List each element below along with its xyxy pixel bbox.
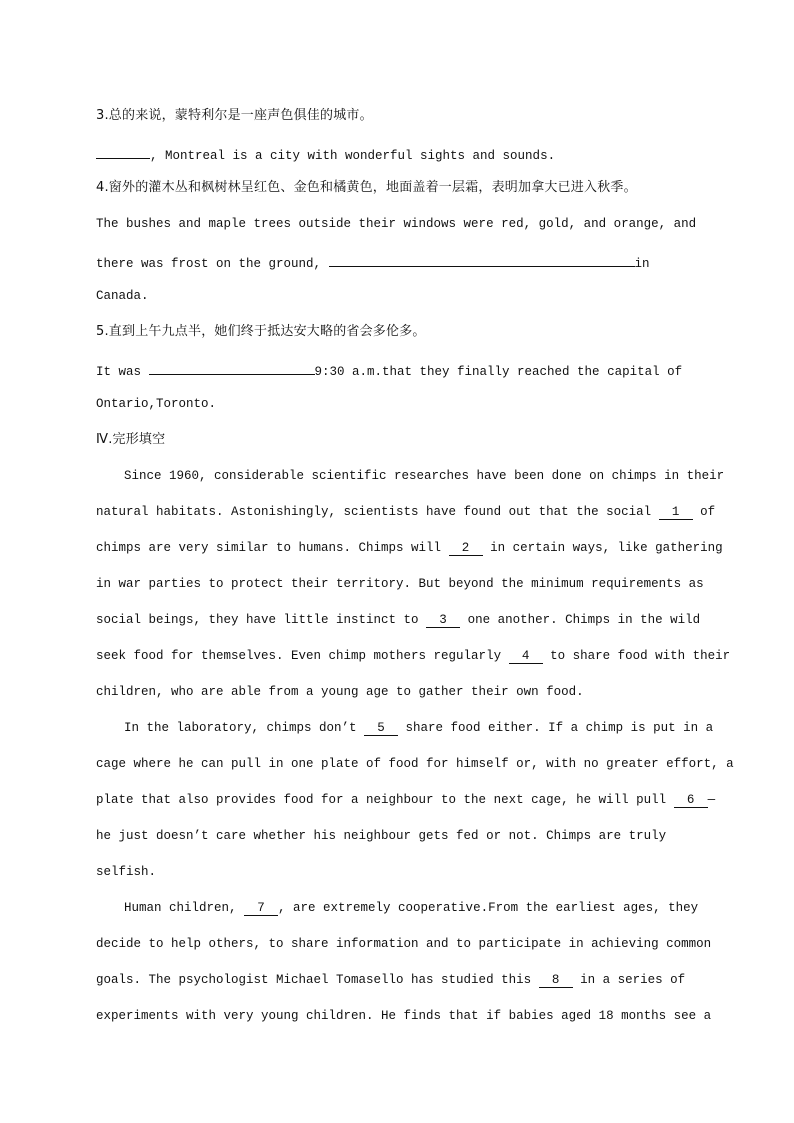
text: social beings, they have little instinct to [96,613,427,627]
q5-english-line-2: Ontario,Toronto. [96,397,217,411]
q4-english-line-1: The bushes and maple trees outside their windows were red, gold, and orange, and [96,217,697,231]
text: of [692,505,716,519]
q3-answer-blank[interactable] [96,144,150,159]
cloze-blank-6[interactable]: 6 [674,793,708,808]
text: natural habitats. Astonishingly, scientists have found out that the social [96,505,659,519]
cloze-p2-line-5: selfish. [96,865,157,879]
q4-english-line-2 [96,252,650,272]
q4-answer-blank[interactable] [329,252,635,267]
text: , are extremely cooperative.From the earliest ages, they [278,901,699,915]
q3-english-text: , Montreal is a city with wonderful sights and sounds. [150,149,556,163]
cloze-p1-line-7: children, who are able from a young age to gather their own food. [96,685,584,699]
section-heading: Ⅳ.完形填空 [96,432,166,447]
text: plate that also provides food for a neighbour to the next cage, he will pull [96,793,674,807]
cloze-p2-line-3 [96,792,715,808]
q5-chinese-prompt: 5.直到上午九点半，她们终于抵达安大略的省会多伦多。 [96,324,426,339]
q4-text-after: in [634,257,650,271]
q3-chinese-prompt: 3.总的来说，蒙特利尔是一座声色俱佳的城市。 [96,108,373,123]
q4-text-before: there was frost on the ground, [96,257,329,271]
cloze-p1-line-2 [96,504,715,520]
cloze-blank-5[interactable]: 5 [364,721,398,736]
q5-text-before: It was [96,365,149,379]
cloze-p3-line-1 [124,900,698,916]
cloze-p3-line-4: experiments with very young children. He finds that if babies aged 18 months see a [96,1009,712,1023]
q5-english-line-1 [96,360,682,380]
cloze-p3-line-3 [96,972,685,988]
cloze-p2-line-4: he just doesn’t care whether his neighbour gets fed or not. Chimps are truly [96,829,667,843]
cloze-p2-line-2: cage where he can pull in one plate of food for himself or, with no greater effort, a [96,757,734,771]
text: in a series of [572,973,686,987]
cloze-p1-line-5 [96,612,700,628]
cloze-p1-line-4: in war parties to protect their territory. But beyond the minimum requirements as [96,577,704,591]
cloze-blank-4[interactable]: 4 [509,649,543,664]
text: share food either. If a chimp is put in a [398,721,714,735]
q4-chinese-prompt: 4.窗外的灌木丛和枫树林呈红色、金色和橘黄色，地面盖着一层霜，表明加拿大已进入秋季。 [96,180,637,195]
cloze-blank-2[interactable]: 2 [449,541,483,556]
cloze-blank-8[interactable]: 8 [539,973,573,988]
q4-english-line-3: Canada. [96,289,149,303]
text: In the laboratory, chimps don’t [124,721,365,735]
text: one another. Chimps in the wild [460,613,701,627]
cloze-blank-7[interactable]: 7 [244,901,278,916]
cloze-p3-line-2: decide to help others, to share information and to participate in achieving common [96,937,712,951]
cloze-p1-line-6 [96,648,730,664]
text: chimps are very similar to humans. Chimps will [96,541,449,555]
cloze-blank-3[interactable]: 3 [426,613,460,628]
text: seek food for themselves. Even chimp mothers regularly [96,649,509,663]
text: — [707,793,716,807]
q3-english-sentence [96,144,555,164]
text: in certain ways, like gathering [482,541,723,555]
cloze-blank-1[interactable]: 1 [659,505,693,520]
text: goals. The psychologist Michael Tomasello has studied this [96,973,539,987]
cloze-p1-line-1: Since 1960, considerable scientific researches have been done on chimps in their [124,469,725,483]
cloze-p1-line-3 [96,540,723,556]
text: Human children, [124,901,245,915]
q5-text-after: 9:30 a.m.that they finally reached the capital of [314,365,683,379]
text: to share food with their [542,649,731,663]
cloze-p2-line-1 [124,720,713,736]
q5-answer-blank[interactable] [149,360,315,375]
